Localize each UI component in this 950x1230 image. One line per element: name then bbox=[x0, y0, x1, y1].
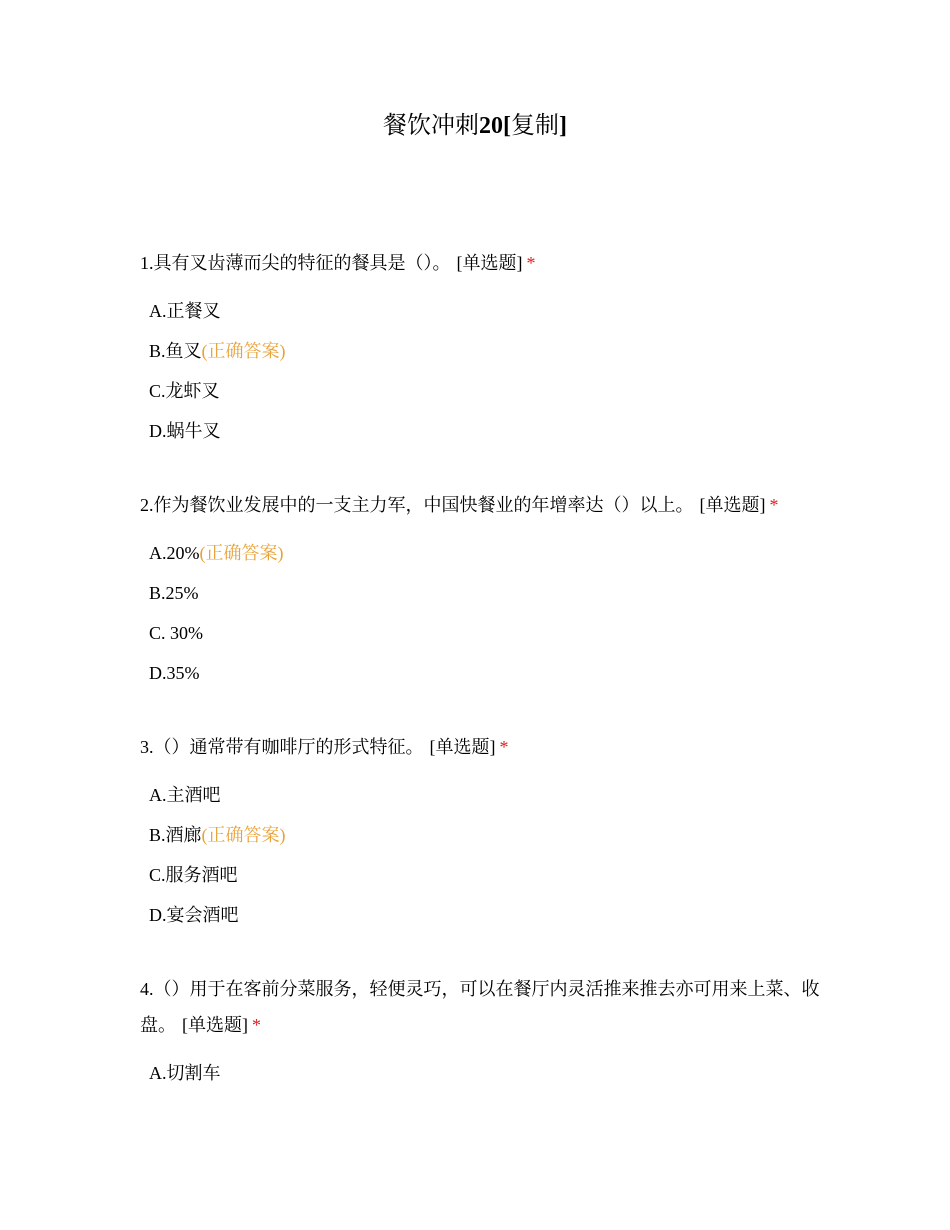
option-b: B.酒廊(正确答案) bbox=[149, 825, 286, 845]
option-d: D.35% bbox=[149, 663, 200, 683]
required-mark: * bbox=[252, 1015, 261, 1035]
option-a: A.切割车 bbox=[149, 1063, 221, 1083]
title-close-bracket: ] bbox=[559, 113, 567, 139]
option-a: A.正餐叉 bbox=[149, 301, 221, 321]
title-number: 20[ bbox=[479, 113, 511, 139]
option-d: D.宴会酒吧 bbox=[149, 905, 239, 925]
question-2 bbox=[140, 487, 820, 693]
question-type-tag: [单选题] bbox=[429, 737, 496, 757]
question-text: 3.（）通常带有咖啡厅的形式特征。 [单选题] * bbox=[140, 737, 509, 757]
option-b: B.25% bbox=[149, 583, 199, 603]
correct-answer-label: (正确答案) bbox=[199, 543, 284, 563]
title-text: 餐饮冲刺 bbox=[383, 113, 479, 139]
correct-answer-label: (正确答案) bbox=[201, 825, 286, 845]
question-4 bbox=[140, 971, 820, 1093]
question-type-tag: [单选题] bbox=[456, 253, 523, 273]
required-mark: * bbox=[526, 253, 536, 273]
option-d: D.蜗牛叉 bbox=[149, 421, 221, 441]
title-copy: 复制 bbox=[511, 113, 559, 139]
option-c: C.服务酒吧 bbox=[149, 865, 238, 885]
option-a: A.20%(正确答案) bbox=[149, 543, 284, 563]
question-type-tag: [单选题] bbox=[699, 495, 766, 515]
required-mark: * bbox=[499, 737, 509, 757]
question-type-tag: [单选题] bbox=[182, 1015, 248, 1035]
page-title bbox=[0, 108, 950, 144]
question-3 bbox=[140, 729, 820, 935]
required-mark: * bbox=[769, 495, 779, 515]
option-c: C.龙虾叉 bbox=[149, 381, 220, 401]
option-a: A.主酒吧 bbox=[149, 785, 221, 805]
question-1 bbox=[140, 245, 820, 451]
question-text: 2.作为餐饮业发展中的一支主力军，中国快餐业的年增率达（）以上。 [单选题] * bbox=[140, 495, 779, 515]
option-c: C. 30% bbox=[149, 623, 203, 643]
correct-answer-label: (正确答案) bbox=[201, 341, 286, 361]
option-b: B.鱼叉(正确答案) bbox=[149, 341, 286, 361]
question-text: 1.具有叉齿薄而尖的特征的餐具是（）。 [单选题] * bbox=[140, 253, 536, 273]
question-text: 4.（）用于在客前分菜服务，轻便灵巧，可以在餐厅内灵活推来推去亦可用来上菜、收盘。 [单选题] * bbox=[140, 979, 820, 1035]
